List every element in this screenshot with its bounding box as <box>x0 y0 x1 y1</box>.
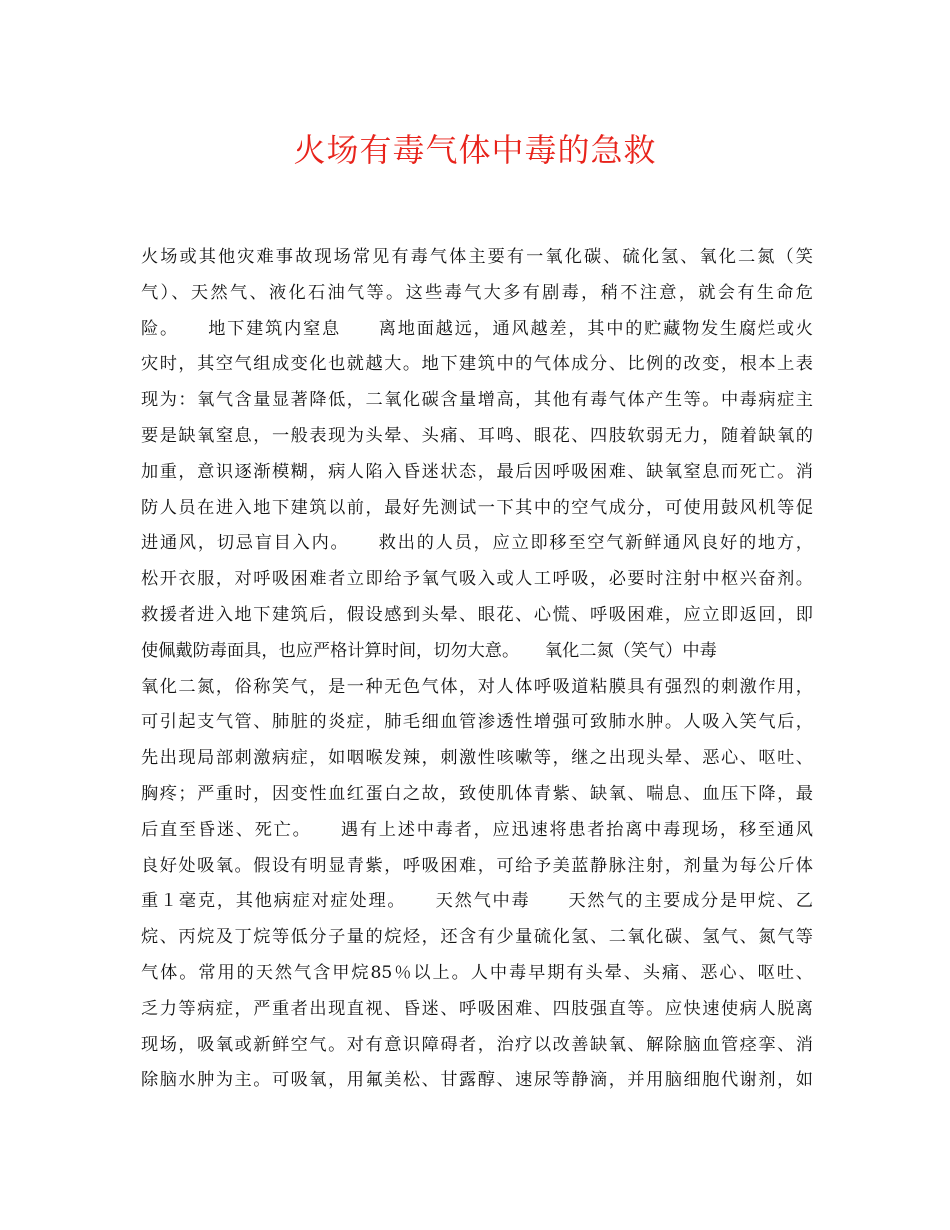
body-line: 可引起支气管、肺脏的炎症，肺毛细血管渗透性增强可致肺水肿。人吸入笑气后， <box>141 712 813 733</box>
body-line: 气）、天然气、液化石油气等。这些毒气大多有剧毒，稍不注意，就会有生命危 <box>141 282 813 303</box>
body-line: 乏力等病症，严重者出现直视、昏迷、呼吸困难、四肢强直等。应快速使病人脱离 <box>141 998 813 1019</box>
document-title: 火场有毒气体中毒的急救 <box>293 131 657 169</box>
body-line: 后直至昏迷、死亡。 遇有上述中毒者，应迅速将患者抬离中毒现场，移至通风 <box>141 819 813 840</box>
body-line: 防人员在进入地下建筑以前，最好先测试一下其中的空气成分，可使用鼓风机等促 <box>141 497 813 518</box>
body-line: 灾时，其空气组成变化也就越大。地下建筑中的气体成分、比例的改变，根本上表 <box>141 354 813 375</box>
body-line: 要是缺氧窒息，一般表现为头晕、头痛、耳鸣、眼花、四肢软弱无力，随着缺氧的 <box>141 425 813 446</box>
body-line: 先出现局部刺激病症，如咽喉发辣，刺激性咳嗽等，继之出现头晕、恶心、呕吐、 <box>141 748 813 769</box>
body-line: 气体。常用的天然气含甲烷85％以上。人中毒早期有头晕、头痛、恶心、呕吐、 <box>141 962 813 983</box>
body-line: 氧化二氮，俗称笑气，是一种无色气体，对人体呼吸道粘膜具有强烈的刺激作用， <box>141 676 813 697</box>
body-line: 救援者进入地下建筑后，假设感到头晕、眼花、心慌、呼吸困难，应立即返回，即 <box>141 604 813 625</box>
body-line: 现为：氧气含量显著降低，二氧化碳含量增高，其他有毒气体产生等。中毒病症主 <box>141 390 813 411</box>
body-line: 除脑水肿为主。可吸氧，用氟美松、甘露醇、速尿等静滴，并用脑细胞代谢剂，如 <box>141 1070 813 1091</box>
body-line: 松开衣服，对呼吸困难者立即给予氧气吸入或人工呼吸，必要时注射中枢兴奋剂。 <box>141 569 813 590</box>
body-line: 险。 地下建筑内窒息 离地面越远，通风越差，其中的贮藏物发生腐烂或火 <box>141 318 813 339</box>
body-line: 胸疼；严重时，因变性血红蛋白之故，致使肌体青紫、缺氧、喘息、血压下降，最 <box>141 783 813 804</box>
body-line: 加重，意识逐渐模糊，病人陷入昏迷状态，最后因呼吸困难、缺氧窒息而死亡。消 <box>141 461 813 482</box>
body-line: 进通风，切忌盲目入内。 救出的人员，应立即移至空气新鲜通风良好的地方， <box>141 533 813 554</box>
body-line: 使佩戴防毒面具，也应严格计算时间，切勿大意。 氧化二氮（笑气）中毒 <box>141 640 717 661</box>
body-line: 火场或其他灾难事故现场常见有毒气体主要有一氧化碳、硫化氢、氧化二氮（笑 <box>141 247 813 267</box>
body-line: 良好处吸氧。假设有明显青紫，呼吸困难，可给予美蓝静脉注射，剂量为每公斤体 <box>141 855 813 876</box>
document-body <box>141 240 813 1099</box>
body-line: 现场，吸氧或新鲜空气。对有意识障碍者，治疗以改善缺氧、解除脑血管痉挛、消 <box>141 1034 813 1055</box>
body-line: 烷、丙烷及丁烷等低分子量的烷烃，还含有少量硫化氢、二氧化碳、氢气、氮气等 <box>141 927 813 948</box>
body-line: 重１毫克，其他病症对症处理。 天然气中毒 天然气的主要成分是甲烷、乙 <box>141 891 813 912</box>
